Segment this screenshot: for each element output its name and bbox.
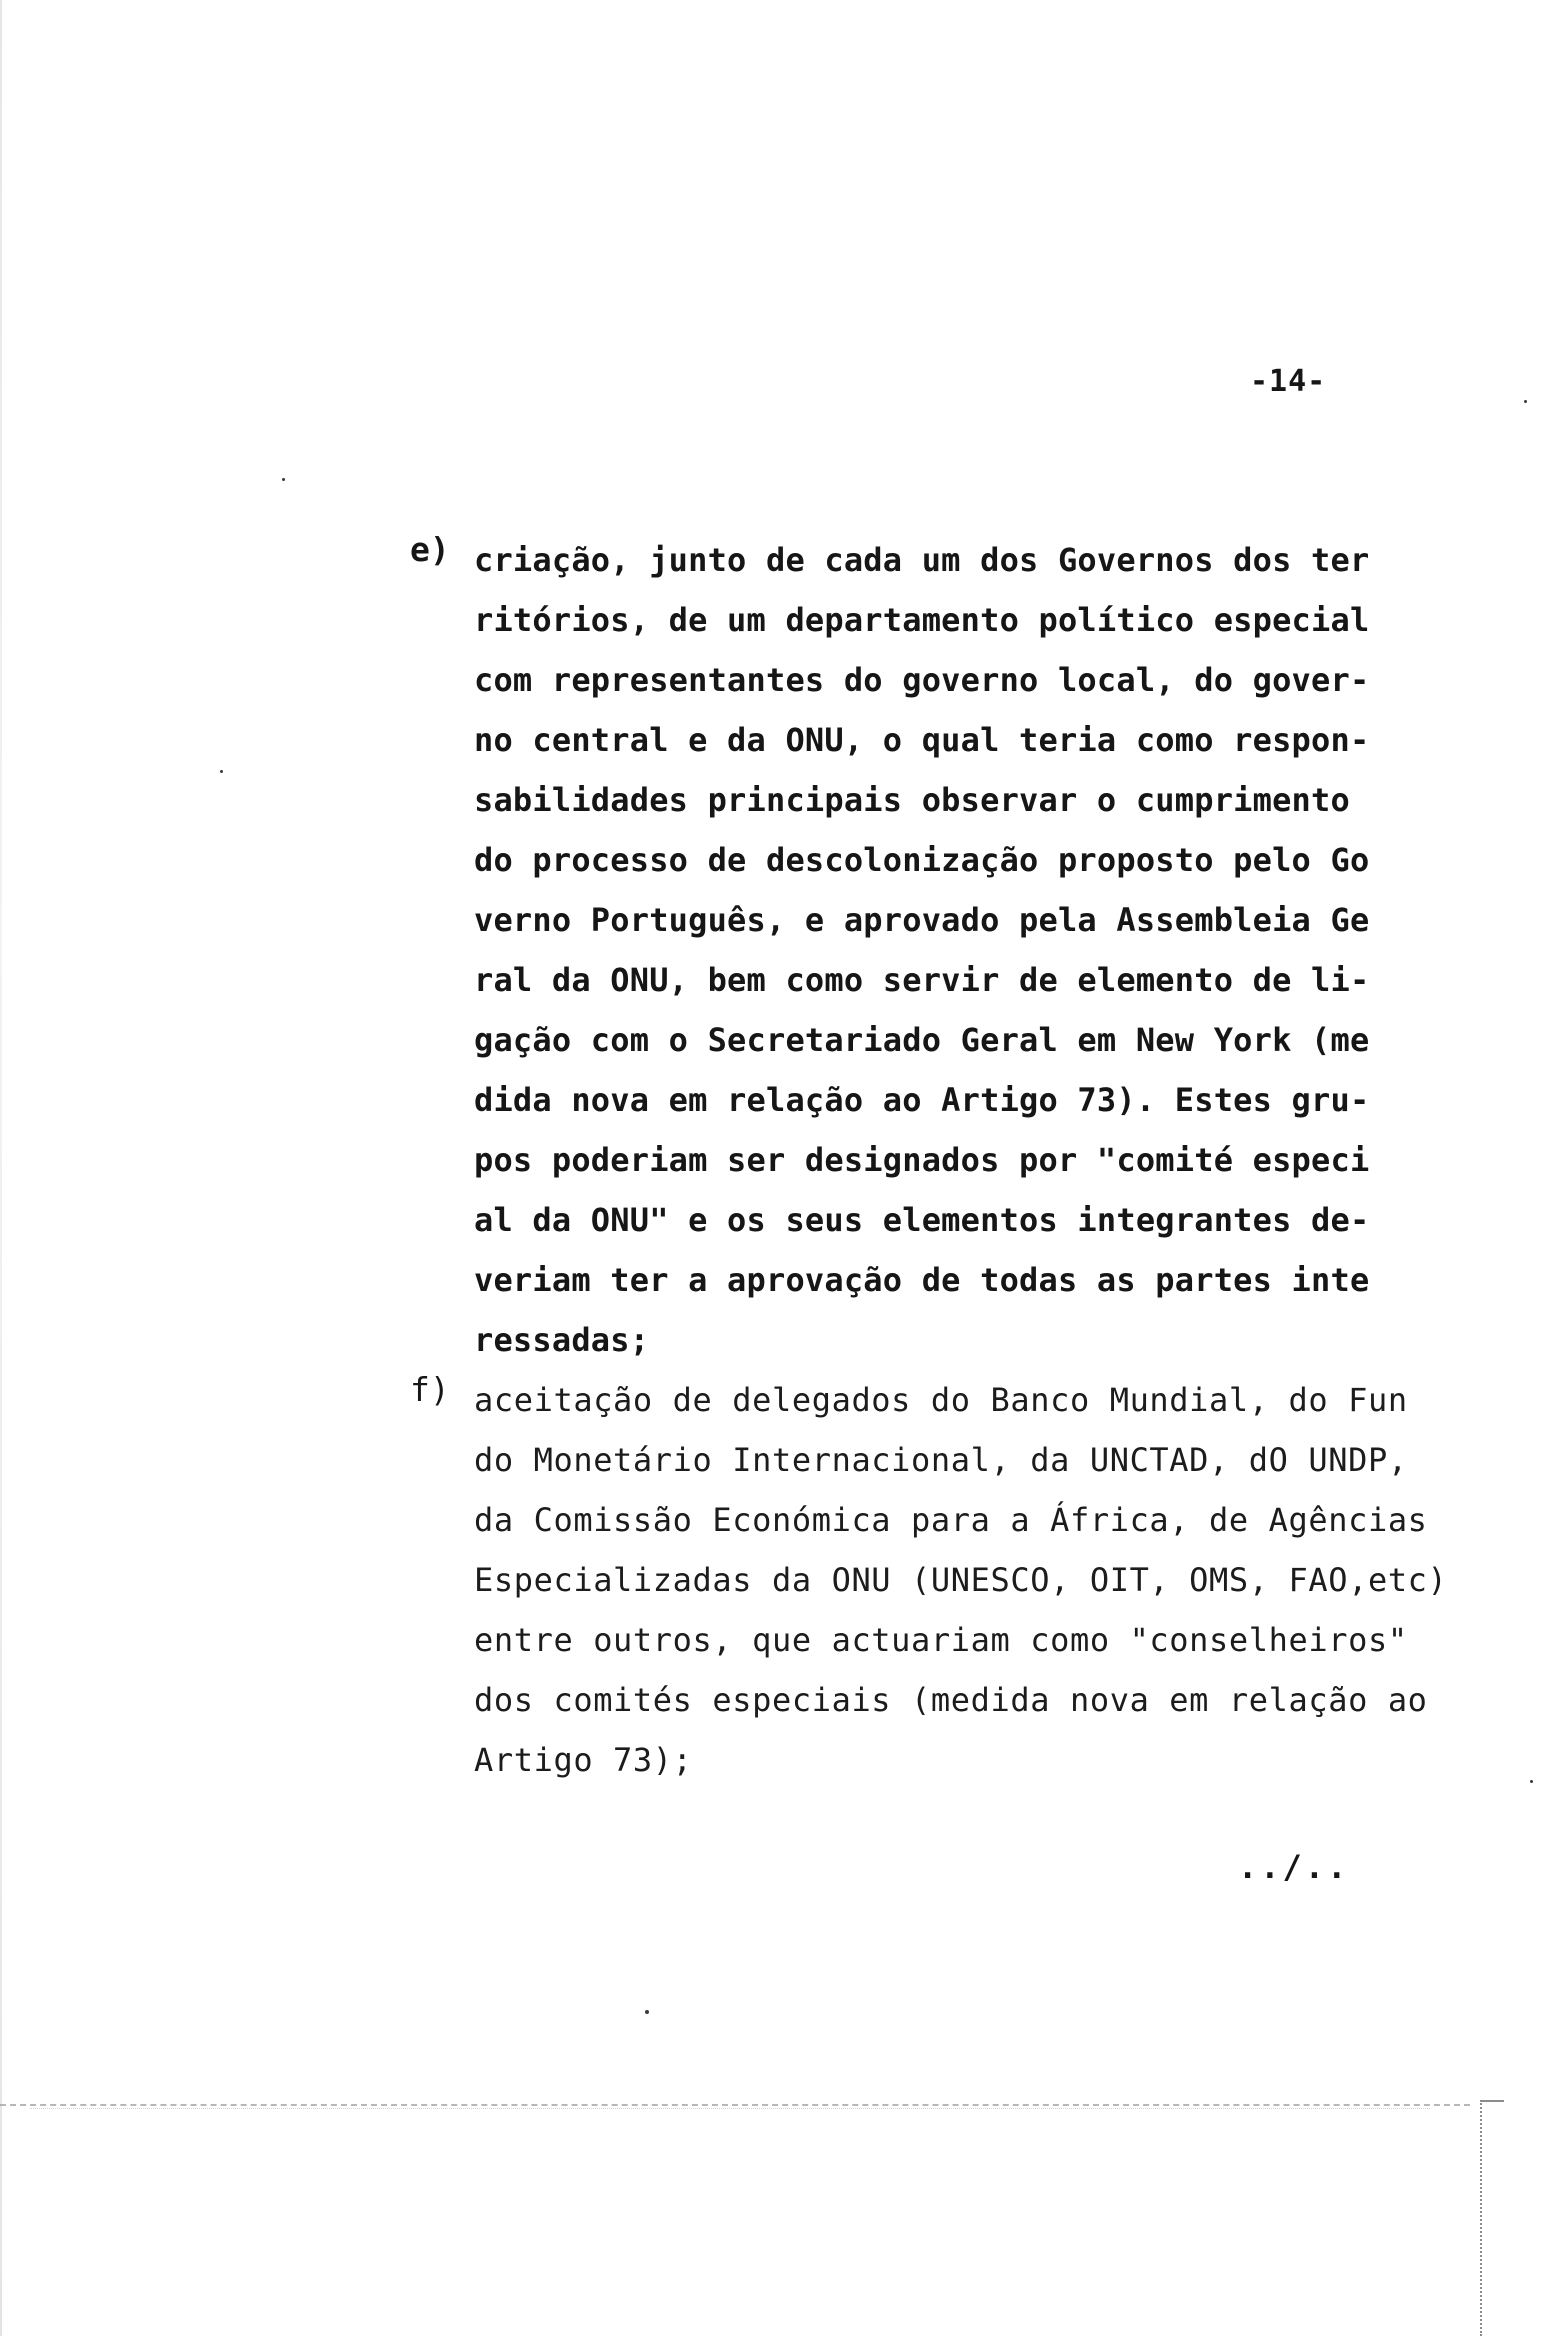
scan-edge-bottom: [0, 2104, 1470, 2106]
text-line: com representantes do governo local, do gover-: [474, 661, 1370, 699]
list-item-e: [410, 530, 1490, 1370]
text-line: do processo de descolonização proposto pelo Go: [474, 841, 1370, 879]
scan-speck: [282, 478, 285, 481]
text-line: Especializadas da ONU (UNESCO, OIT, OMS, FAO,etc): [474, 1561, 1448, 1599]
text-line: do Monetário Internacional, da UNCTAD, dO UNDP,: [474, 1441, 1408, 1479]
text-line: ral da ONU, bem como servir de elemento de li-: [474, 961, 1370, 999]
text-line: veriam ter a aprovação de todas as partes inte: [474, 1261, 1370, 1299]
scan-speck: [1530, 1780, 1533, 1783]
text-line: pos poderiam ser designados por "comité especi: [474, 1141, 1370, 1179]
text-line: ritórios, de um departamento político especial: [474, 601, 1370, 639]
item-marker: e): [410, 530, 450, 569]
text-line: gação com o Secretariado Geral em New York (me: [474, 1021, 1370, 1059]
item-text: [474, 1370, 1494, 1790]
list-item-f: [410, 1370, 1490, 1790]
scan-speck: [220, 770, 223, 773]
text-line: no central e da ONU, o qual teria como respon-: [474, 721, 1370, 759]
page-number: -14-: [1250, 364, 1327, 399]
text-line: al da ONU" e os seus elementos integrantes de-: [474, 1201, 1370, 1239]
text-line: entre outros, que actuariam como "conselheiros": [474, 1621, 1408, 1659]
text-line: sabilidades principais observar o cumprimento: [474, 781, 1350, 819]
text-line: verno Português, e aprovado pela Assembleia Ge: [474, 901, 1370, 939]
continuation-mark: ../..: [1238, 1848, 1350, 1886]
scan-speck: [645, 2010, 649, 2014]
scan-edge-left: [0, 0, 2, 2336]
text-line: dida nova em relação ao Artigo 73). Estes gru-: [474, 1081, 1370, 1119]
scan-speck: [1524, 400, 1527, 403]
scan-edge-bottom-faint: [30, 2108, 1430, 2109]
text-line: criação, junto de cada um dos Governos dos ter: [474, 541, 1370, 579]
text-line: Artigo 73);: [474, 1741, 693, 1779]
text-line: dos comités especiais (medida nova em relação ao: [474, 1681, 1428, 1719]
scan-corner-tick: [1480, 2100, 1504, 2102]
scan-edge-right: [1480, 2100, 1484, 2336]
text-line: da Comissão Económica para a África, de Agências: [474, 1501, 1428, 1539]
text-line: ressadas;: [474, 1321, 650, 1359]
item-text: [474, 530, 1494, 1370]
item-marker: f): [410, 1370, 450, 1409]
text-line: aceitação de delegados do Banco Mundial, do Fun: [474, 1381, 1408, 1419]
